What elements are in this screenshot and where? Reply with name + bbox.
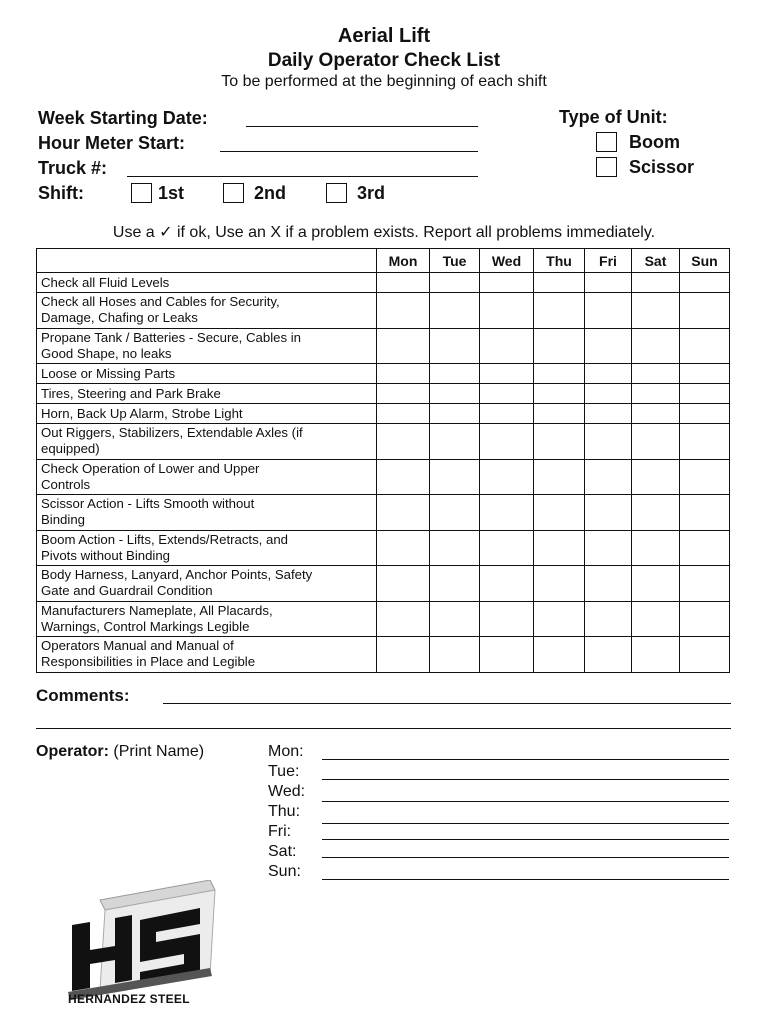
check-cell-wed[interactable] (480, 459, 534, 495)
check-cell-mon[interactable] (377, 424, 430, 460)
shift-3rd-checkbox[interactable] (326, 183, 347, 203)
check-cell-mon[interactable] (377, 495, 430, 531)
check-cell-tue[interactable] (430, 424, 480, 460)
check-item-line: Out Riggers, Stabilizers, Extendable Axles (if (41, 425, 303, 441)
check-cell-sun[interactable] (680, 459, 730, 495)
check-cell-fri[interactable] (585, 637, 632, 673)
check-cell-wed[interactable] (480, 384, 534, 404)
form-title: Aerial Lift (337, 25, 431, 47)
check-cell-wed[interactable] (480, 566, 534, 602)
operator-print-name-hint: (Print Name) (113, 743, 205, 760)
check-cell-fri[interactable] (585, 328, 632, 364)
check-cell-mon[interactable] (377, 637, 430, 673)
check-cell-fri[interactable] (585, 273, 632, 293)
check-item-label (37, 384, 377, 404)
check-item-label (37, 601, 377, 637)
check-cell-tue[interactable] (430, 459, 480, 495)
check-cell-thu[interactable] (534, 384, 585, 404)
check-cell-thu[interactable] (534, 424, 585, 460)
header-day-sun: Sun (680, 249, 730, 273)
check-cell-tue[interactable] (430, 404, 480, 424)
check-cell-sat[interactable] (632, 273, 680, 293)
table-row (37, 364, 730, 384)
operator-signature-line[interactable] (322, 839, 729, 840)
shift-3rd-label: 3rd (357, 183, 386, 203)
check-item-line: Responsibilities in Place and Legible (41, 654, 256, 670)
check-cell-fri[interactable] (585, 364, 632, 384)
table-row (37, 566, 730, 602)
check-cell-tue[interactable] (430, 637, 480, 673)
week-starting-date-line[interactable] (246, 126, 478, 127)
check-cell-fri[interactable] (585, 601, 632, 637)
check-cell-fri[interactable] (585, 495, 632, 531)
check-cell-fri[interactable] (585, 424, 632, 460)
table-row (37, 459, 730, 495)
comments-label: Comments: (36, 686, 130, 705)
check-cell-mon[interactable] (377, 364, 430, 384)
check-cell-mon[interactable] (377, 459, 430, 495)
check-cell-mon[interactable] (377, 530, 430, 566)
check-cell-tue[interactable] (430, 273, 480, 293)
check-cell-thu[interactable] (534, 328, 585, 364)
check-cell-sat[interactable] (632, 293, 680, 329)
check-cell-sun[interactable] (680, 566, 730, 602)
table-row (37, 495, 730, 531)
check-item-line: Check all Hoses and Cables for Security, (41, 294, 280, 310)
table-row (37, 637, 730, 673)
check-item-line: Tires, Steering and Park Brake (41, 385, 221, 401)
operator-signature-line[interactable] (322, 801, 729, 802)
check-cell-wed[interactable] (480, 424, 534, 460)
check-item-line: Check Operation of Lower and Upper (41, 460, 260, 476)
check-item-label (37, 424, 377, 460)
truck-number-label: Truck #: (38, 158, 108, 178)
operator-day-label: Wed: (268, 783, 306, 800)
check-cell-fri[interactable] (585, 459, 632, 495)
check-item-line: Scissor Action - Lifts Smooth without (41, 496, 255, 512)
check-cell-sat[interactable] (632, 384, 680, 404)
header-day-wed: Wed (480, 249, 534, 273)
check-item-label (37, 293, 377, 329)
check-cell-thu[interactable] (534, 364, 585, 384)
check-cell-wed[interactable] (480, 293, 534, 329)
check-cell-tue[interactable] (430, 328, 480, 364)
header-day-tue: Tue (430, 249, 480, 273)
form-instructions-shift: To be performed at the beginning of each shift (221, 73, 547, 90)
check-item-label (37, 530, 377, 566)
check-cell-sat[interactable] (632, 601, 680, 637)
check-cell-sat[interactable] (632, 424, 680, 460)
check-cell-thu[interactable] (534, 459, 585, 495)
check-cell-thu[interactable] (534, 601, 585, 637)
operator-signature-line[interactable] (322, 779, 729, 780)
check-cell-sat[interactable] (632, 566, 680, 602)
check-item-line: Warnings, Control Markings Legible (41, 618, 250, 634)
check-item-label (37, 459, 377, 495)
table-row (37, 328, 730, 364)
check-item-label (37, 273, 377, 293)
unit-scissor-label: Scissor (629, 157, 695, 177)
operator-day-label: Sun: (268, 863, 301, 880)
check-cell-thu[interactable] (534, 566, 585, 602)
check-cell-sun[interactable] (680, 384, 730, 404)
check-item-line: Manufacturers Nameplate, All Placards, (41, 602, 273, 618)
check-item-line: Horn, Back Up Alarm, Strobe Light (41, 405, 243, 421)
check-cell-tue[interactable] (430, 364, 480, 384)
check-cell-thu[interactable] (534, 404, 585, 424)
check-item-label (37, 328, 377, 364)
check-cell-mon[interactable] (377, 404, 430, 424)
table-row (37, 601, 730, 637)
check-cell-sun[interactable] (680, 404, 730, 424)
check-cell-mon[interactable] (377, 273, 430, 293)
check-cell-wed[interactable] (480, 273, 534, 293)
operator-day-label: Tue: (268, 763, 300, 780)
check-cell-fri[interactable] (585, 404, 632, 424)
unit-scissor-checkbox[interactable] (596, 157, 617, 177)
operator-label (36, 743, 204, 761)
check-cell-thu[interactable] (534, 293, 585, 329)
shift-1st-label: 1st (158, 183, 185, 203)
check-item-label (37, 404, 377, 424)
header-day-fri: Fri (585, 249, 632, 273)
check-item-line: Boom Action - Lifts, Extends/Retracts, and (41, 531, 289, 547)
check-cell-wed[interactable] (480, 495, 534, 531)
check-cell-sat[interactable] (632, 637, 680, 673)
check-cell-sun[interactable] (680, 637, 730, 673)
check-item-line: Gate and Guardrail Condition (41, 583, 213, 599)
comments-line-1[interactable] (163, 703, 731, 704)
check-cell-fri[interactable] (585, 384, 632, 404)
unit-boom-label: Boom (629, 132, 680, 152)
check-cell-wed[interactable] (480, 637, 534, 673)
comments-line-2[interactable] (36, 728, 731, 729)
check-item-label (37, 566, 377, 602)
operator-signature-line[interactable] (322, 823, 729, 824)
check-cell-sun[interactable] (680, 601, 730, 637)
check-cell-mon[interactable] (377, 293, 430, 329)
check-cell-wed[interactable] (480, 601, 534, 637)
check-item-line: Check all Fluid Levels (41, 274, 170, 290)
check-cell-wed[interactable] (480, 328, 534, 364)
check-cell-sun[interactable] (680, 293, 730, 329)
operator-signature-line[interactable] (322, 857, 729, 858)
check-cell-sat[interactable] (632, 364, 680, 384)
operator-day-label: Fri: (268, 823, 292, 840)
operator-day-label: Thu: (268, 803, 301, 820)
header-day-thu: Thu (534, 249, 585, 273)
check-cell-sat[interactable] (632, 495, 680, 531)
check-cell-thu[interactable] (534, 495, 585, 531)
week-starting-date-label: Week Starting Date: (38, 108, 208, 128)
operator-day-label: Mon: (268, 743, 304, 760)
check-cell-sat[interactable] (632, 459, 680, 495)
check-cell-sun[interactable] (680, 424, 730, 460)
check-cell-tue[interactable] (430, 384, 480, 404)
table-row (37, 384, 730, 404)
check-cell-mon[interactable] (377, 328, 430, 364)
check-cell-wed[interactable] (480, 404, 534, 424)
check-cell-sun[interactable] (680, 364, 730, 384)
check-cell-tue[interactable] (430, 566, 480, 602)
check-cell-sat[interactable] (632, 404, 680, 424)
form-subtitle: Daily Operator Check List (267, 50, 501, 71)
check-item-line: equipped) (41, 441, 100, 457)
check-item-line: Body Harness, Lanyard, Anchor Points, Safety (41, 567, 313, 583)
company-name: HERNANDEZ STEEL (68, 992, 190, 1006)
check-cell-tue[interactable] (430, 530, 480, 566)
check-cell-thu[interactable] (534, 530, 585, 566)
check-cell-fri[interactable] (585, 566, 632, 602)
check-cell-sun[interactable] (680, 328, 730, 364)
check-cell-tue[interactable] (430, 601, 480, 637)
check-cell-mon[interactable] (377, 566, 430, 602)
check-cell-tue[interactable] (430, 293, 480, 329)
checklist-table (36, 248, 730, 673)
table-row (37, 424, 730, 460)
check-cell-mon[interactable] (377, 601, 430, 637)
truck-number-line[interactable] (127, 176, 478, 177)
check-cell-fri[interactable] (585, 293, 632, 329)
type-of-unit-label: Type of Unit: (559, 107, 668, 127)
check-cell-tue[interactable] (430, 495, 480, 531)
check-item-line: Loose or Missing Parts (41, 365, 176, 381)
shift-2nd-label: 2nd (254, 183, 287, 203)
shift-1st-checkbox[interactable] (131, 183, 152, 203)
check-item-label (37, 495, 377, 531)
shift-label: Shift: (38, 183, 84, 203)
operator-label-text: Operator: (36, 743, 109, 760)
operator-signature-line[interactable] (322, 759, 729, 760)
shift-2nd-checkbox[interactable] (223, 183, 244, 203)
unit-boom-checkbox[interactable] (596, 132, 617, 152)
check-cell-thu[interactable] (534, 273, 585, 293)
table-row (37, 530, 730, 566)
table-row (37, 293, 730, 329)
check-item-label (37, 364, 377, 384)
check-cell-wed[interactable] (480, 364, 534, 384)
check-item-line: Good Shape, no leaks (41, 345, 172, 361)
check-item-label (37, 637, 377, 673)
table-header-row (37, 249, 730, 273)
hour-meter-start-label: Hour Meter Start: (38, 133, 186, 153)
check-item-line: Operators Manual and Manual of (41, 638, 234, 654)
check-cell-fri[interactable] (585, 530, 632, 566)
check-item-line: Controls (41, 476, 91, 492)
operator-day-label: Sat: (268, 843, 297, 860)
operator-signature-line[interactable] (322, 879, 729, 880)
check-cell-sun[interactable] (680, 273, 730, 293)
check-cell-sat[interactable] (632, 328, 680, 364)
header-item-cell (37, 249, 377, 273)
check-item-line: Pivots without Binding (41, 547, 171, 563)
hour-meter-start-line[interactable] (220, 151, 478, 152)
check-cell-mon[interactable] (377, 384, 430, 404)
check-cell-sat[interactable] (632, 530, 680, 566)
table-row (37, 404, 730, 424)
check-cell-sun[interactable] (680, 495, 730, 531)
hernandez-steel-logo-icon (60, 880, 220, 1010)
header-day-mon: Mon (377, 249, 430, 273)
check-item-line: Propane Tank / Batteries - Secure, Cables in (41, 329, 301, 345)
checklist-instructions: Use a ✓ if ok, Use an X if a problem exists. Report all problems immediately. (112, 224, 656, 241)
table-row (37, 273, 730, 293)
check-item-line: Damage, Chafing or Leaks (41, 310, 198, 326)
check-item-line: Binding (41, 512, 85, 528)
check-cell-thu[interactable] (534, 637, 585, 673)
check-cell-sun[interactable] (680, 530, 730, 566)
header-day-sat: Sat (632, 249, 680, 273)
check-cell-wed[interactable] (480, 530, 534, 566)
